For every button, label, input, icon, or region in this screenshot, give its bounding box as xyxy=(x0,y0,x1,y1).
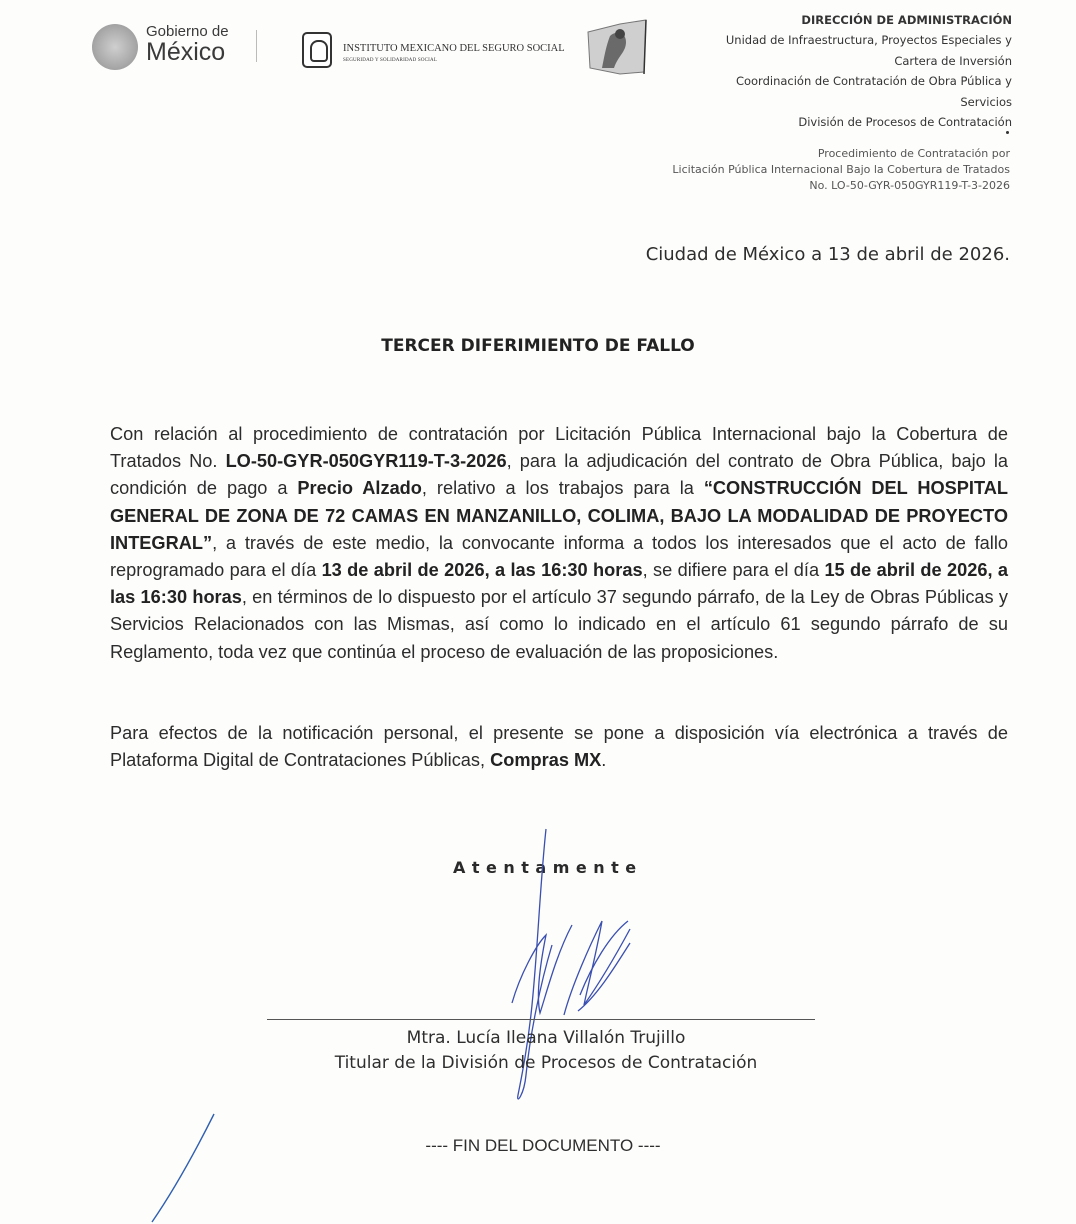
p1-text: Con relación al procedimiento de contratación por Licitación Pública Internacional bajo la Cobertura de Tratados No. xyxy=(110,424,1008,472)
signer-name: Mtra. Lucía Ileana Villalón Trujillo xyxy=(406,1028,686,1048)
imss-logo-icon xyxy=(302,32,332,68)
p1-text: , en términos de lo dispuesto por el artículo 37 segundo párrafo, de la Ley de Obras Públicas y Servicios Relacionados con las Mismas, así como lo indicado en el artículo 61 segundo párrafo de su Reglamento, toda vez que continúa el proceso de evaluación de las proposiciones. xyxy=(110,587,1008,662)
procedure-line: Procedimiento de Contratación por xyxy=(817,147,1010,160)
document-title: TERCER DIFERIMIENTO DE FALLO xyxy=(381,336,695,356)
signer-block xyxy=(0,1026,1076,1076)
imss-name-text: INSTITUTO MEXICANO DEL SEGURO SOCIAL xyxy=(343,43,565,54)
imss-tagline: SEGURIDAD Y SOLIDARIDAD SOCIAL xyxy=(343,57,438,63)
department-line: Cartera de Inversión xyxy=(894,53,1012,68)
imss-name xyxy=(343,44,565,63)
procedure-number: LO-50-GYR-050GYR119-T-3-2026 xyxy=(225,451,507,472)
gobierno-logo-line2: México xyxy=(146,38,226,66)
p2-text: Para efectos de la notificación personal, el presente se pone a disposición vía electrónica a través de Plataforma Digital de Contrataciones Públicas, xyxy=(110,723,1008,771)
logo-divider xyxy=(256,30,257,62)
p1-text: , relativo a los trabajos para la xyxy=(421,478,704,499)
document-date: Ciudad de México a 13 de abril de 2026. xyxy=(645,244,1010,265)
procedure-line: No. LO-50-GYR-050GYR119-T-3-2026 xyxy=(809,179,1010,192)
gobierno-logo-line1: Gobierno de xyxy=(146,23,229,40)
signer-position: Titular de la División de Procesos de Contratación xyxy=(334,1053,758,1073)
department-block xyxy=(726,10,1012,132)
department-title: DIRECCIÓN DE ADMINISTRACIÓN xyxy=(801,13,1012,27)
project-name: “CONSTRUCCIÓN DEL HOSPITAL GENERAL DE ZONA DE 72 CAMAS EN MANZANILLO, COLIMA, BAJO LA MODALIDAD DE PROYECTO INTEGRAL” xyxy=(110,478,1008,553)
department-line: División de Procesos de Contratación xyxy=(798,115,1012,130)
signature-line xyxy=(267,1019,815,1020)
new-date: 15 de abril de 2026, a las 16:30 horas xyxy=(110,560,1009,608)
pen-mark xyxy=(140,1110,230,1224)
flag-illustration-icon xyxy=(580,18,650,76)
body-paragraph-2 xyxy=(110,720,1008,774)
procedure-line: Licitación Pública Internacional Bajo la Cobertura de Tratados xyxy=(672,163,1010,176)
bullet-dot xyxy=(1006,131,1009,134)
payment-condition: Precio Alzado xyxy=(297,478,422,499)
p1-text: , para la adjudicación del contrato de Obra Pública, bajo la condición de pago a xyxy=(110,451,1008,499)
gobierno-de-mexico-logo xyxy=(146,24,229,65)
body-paragraph-1 xyxy=(110,421,1008,666)
department-line: Unidad de Infraestructura, Proyectos Especiales y xyxy=(725,33,1012,48)
department-line: Coordinación de Contratación de Obra Pública y xyxy=(735,74,1012,89)
end-of-document: ---- FIN DEL DOCUMENTO ---- xyxy=(425,1136,661,1155)
department-line: Servicios xyxy=(960,94,1012,109)
p1-text: , se difiere para el día xyxy=(642,560,825,581)
procedure-reference xyxy=(672,146,1010,194)
original-date: 13 de abril de 2026, a las 16:30 horas xyxy=(321,560,643,581)
p2-text: . xyxy=(601,750,607,771)
platform-name: Compras MX xyxy=(490,750,602,771)
closing-text: Atentamente xyxy=(453,858,643,877)
p1-text: , a través de este medio, la convocante informa a todos los interesados que el acto de fallo reprogramado para el día xyxy=(110,532,1008,581)
mexico-coat-of-arms-icon xyxy=(92,24,138,70)
